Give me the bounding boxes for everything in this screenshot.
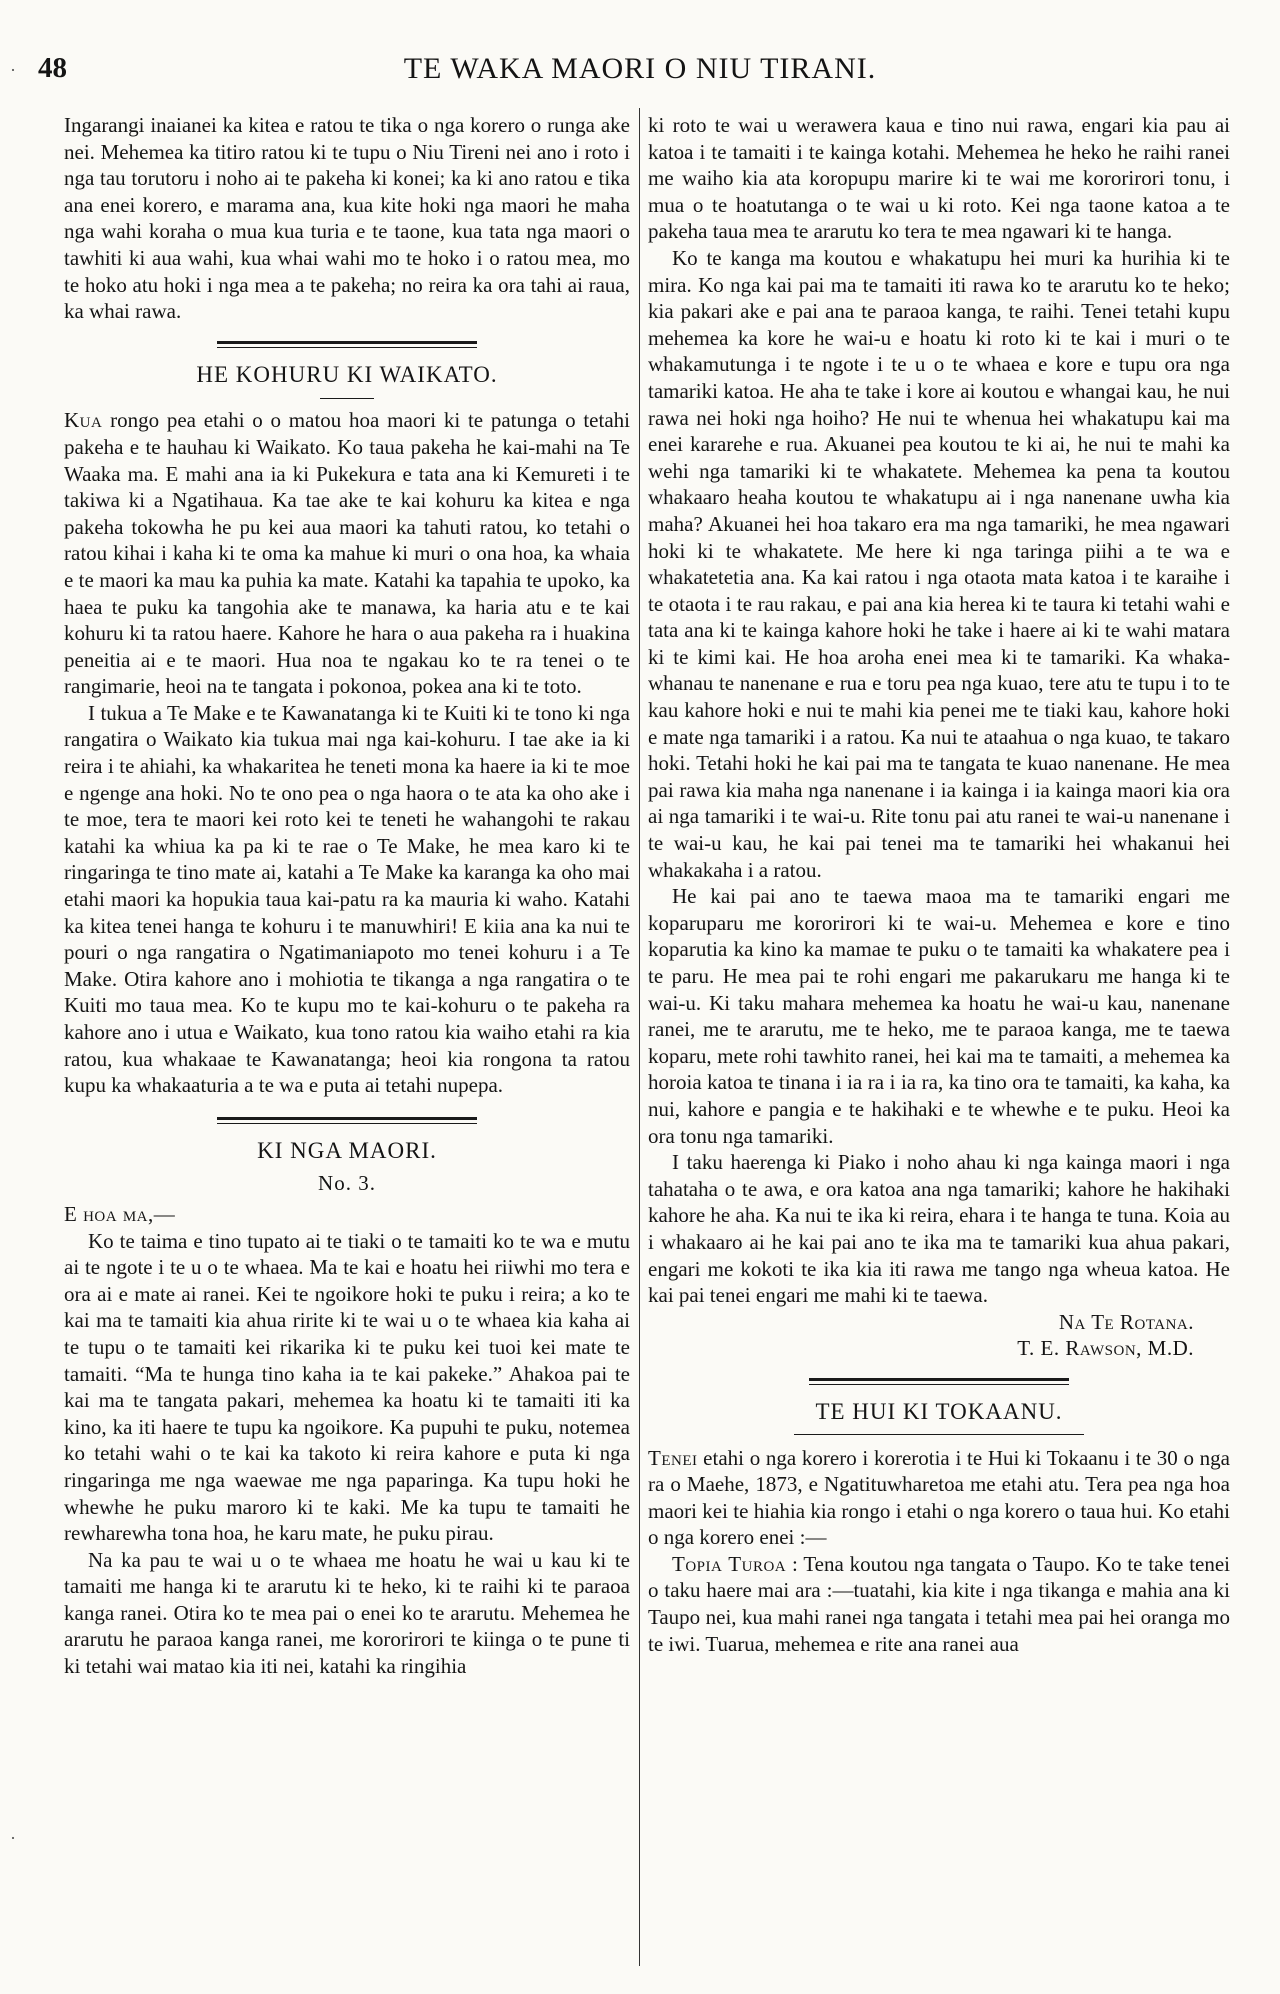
salutation: E hoa ma,— [64,1201,176,1226]
heading-waikato: HE KOHURU KI WAIKATO. [196,361,498,387]
signature-name: Na Te Rotana. [1058,1309,1194,1334]
waikato-paragraph-2: I tukua a Te Make e te Kawanatanga ki te Kuiti ki te tono ki nga rangatira o Waikato kia tukua mai nga kai-kohuru. I tae ake ia ki reira i te ahiahi, ka whakaritea he teneti mona ka haere ia ki te moe e ngenge ana hoki. No te ono pea o nga haora o te ata ka oho ake i te moe, tera te maori kei roto kei te teneti he wahangohi te rakau katahi ka whiua ka pa ki te rae o Te Make, he mea karo ki te ringaringa te tino mate ai, katahi a Te Make ka karanga ka oho mai etahi maori ka hopukia taua kai-patu ra ka mauria ki waho. Katahi ka kitea tenei hanga te kohuru i te manuwhiri! E kiia ana ka nui te pouri o nga rangatira o Ngatimaniapoto mo tenei kohuru i a Te Make. Otira kahore ano i mohiotia te tikanga a nga rangatira o te Kuiti mo taua mea. Ko te kupu mo te kai-kohuru o te pakeha ra kahore ano i utua e Waikato, kua tono ratou kia waiho etahi ra kia ratou, kua whakaae te Kawanatanga; heoi kia rongona ta ratou kupu ka whakaaturia a te wa e puta ai tetahi nupepa. [64,700,630,1098]
section-divider [217,341,477,348]
right-paragraph-3: He kai pai ano te taewa maoa ma te tamariki engari me koparuparu me kororirori ki te wai-u. Mehemea e kore e tino koparutia ka kino ka mamae te puku o te tamaiti ka whakatere pea i te paru. He mea pai te rohi engari me pakarukaru me hanga ki te wai-u. Ki taku mahara mehemea ka hoatu he wai-u kau, nanenane ranei, me te ararutu, me te heko, me te paraoa kanga, me te taewa koparu, mete rohi tawhito ranei, hei kai ma te tamaiti, a mehemea ka horoia katoa te tinana i ia ra i ia ra, ka tino ora te tamaiti, ka kaha, ka nui, kahore e pangia e te hakihaki e te whewhe e te puku. Heoi ka ora tonu nga tamariki. [648,884,1230,1148]
heading-ki-nga-maori: KI NGA MAORI. [257,1137,437,1163]
intro-paragraph: Ingarangi inaianei ka kitea e ratou te tika o nga korero o runga ake nei. Mehemea ka titiro ratou ki te tupu o Niu Tireni nei ano i roto i nga tau torutoru i noho ai te pakeha ki konei; ka ki ano ratou e tika ana enei korero, e marama ana, kua kite hoki nga maori he maha nga wahi koraha o mua kua turia e te taone, kua tata nga maori o tawhiti ki aua wahi, kua whai wahi mo te hoko i o ratou mea, mo te hoko atu hoki i nga mea a te pakeha; no reira ka ora tahi ai raua, ka whai rawa. [64,113,630,324]
page-number: 48 [38,52,67,84]
maori-paragraph-1: Ko te taima e tino tupato ai te tiaki o te tamaiti ko te wa e mutu ai te ngote i te u o te whaea. Ma te kai e hoatu hei riiwhi mo tera e ora ai e mate ai ranei. Kei te ngoikore hoki te puku i reira; a ko te kai ma te tamaiti kia ahua ririte ki te wai u o te whaea kia kaha ai te tupu o te tamaiti kei rikarika ki te puku kei tuoi kei mate te tamaiti. “Ma te hunga tino kaha ia te kai pakeke.” Ahakoa pai te kai ma te tangata pakari, mehemea ka hoatu ki te tamaiti iti ka kino, ka iti haere te tupu ka ngoikore. Ka pupuhi te puku, notemea ko tetahi wahi o te kai ka takoto ki reira kahore e puta ki nga ringaringa me nga waewae me nga paparinga. Ka tupu hoki he whewhe he puku maroro ki te kaki. Me ka tupu te tamaiti he rewharewha tona hoa, he karu mate, he puku pirau. [64,1228,630,1546]
right-paragraph-4: I taku haerenga ki Piako i noho ahau ki nga kainga maori i nga tahataha o te awa, e ora katoa ana nga tamariki; kahore he hakihaki kahore he aha. Ka nui te ika ki reira, ehara i te hanga te tuna. Koia au i whakaaro ai he kai pai ano te ika ma te tamariki kua ahua pakari, engari me kokoti te ika kia iti rawa me tango nga wheua katoa. He kai pai tenei engari me mahi ki te taewa. [648,1150,1230,1308]
subheading-number: No. 3. [318,1171,376,1196]
section-divider [809,1378,1069,1385]
margin-dot: · [10,1828,16,1848]
speaker-name: Topia Turoa [672,1551,787,1576]
waikato-paragraph-1: Kua rongo pea etahi o o matou hoa maori ki te patunga o tetahi pakeha e te hauhau ki Waikato. Ko taua pakeha he kai-mahi na Te Waaka ma. E mahi ana ia ki Pukekura e tata ana ki Kemureti i te takiwa ki a Ngatihaua. Ka tae ake te kai kohuru ka kitea e nga pakeha tokowha he pu kei aua maori ka tahuti ratou, ko tetahi o ratou kihai i kaha ki te oma ka mahue ki muri o ona hoa, ka whaia e te maori ka mau ka puhia ka mate. Katahi ka tapahia te upoko, ka haea te puku ka tangohia ake te manawa, ka haria atu e te kai kohuru ki ta ratou haere. Kahore he hara o aua pakeha ra i huakina peneitia ai e te maori. Hua noa te ngakau ko te ra tenei o te rangimarie, heoi na te tangata i pokonoa, pokea ana ki te toto. [64,408,630,699]
right-paragraph-2: Ko te kanga ma koutou e whakatupu hei muri ka hurihia ki te mira. Ko nga kai pai ma te tamaiti iti rawa ko te ararutu ko te heko; kia pakari ake e pai ana te paraoa kanga, te raihi. Tenei tetahi kupu mehemea ka kore he wai-u e hoatu ki roto ki te kai i muri o te whakamutunga i te ngote i te u o te whaea e kore e tupu ora nga tamariki katoa. He aha te take i kore ai koutou e whangai kau, he nui rawa nei hoki nga hoiho? He nui te whenua hei whakatupu kai ma enei kararehe e rua. Akuanei pea koutou te ki ai, he nui te mahi ka wehi nga tamariki ki te whakatete. Mehemea ka pena ta koutou whakaaro heaha koutou te whakatupu ai i nga nanenane uwha kia maha? Akuanei hei hoa takaro era ma nga tamariki, he mea ngawari hoki ki te whakatete. Me here ki nga taringa piihi a te wa e whakatetetia ana. Ka kai ratou i nga otaota mata katoa i te karaihe i te otaota i te rau rakau, e pai ana kia herea ki te taura ki tetahi wahi e tata ana ki te kainga kahore hoki he take i haere ai ki te wahi matara ki te kimi kai. He hoa aroha enei mea ki te tamariki. Ka whaka-whanau te nanenane e rua e toru pea nga kuao, tere atu te tupu i to te kau kahore hoki e nui te mahi kia penei me te tiaki kau, kahore hoki e mate nga tamariki i a ratou. Ka nui te ataahua o nga kuao, te takaro hoki. Tetahi hoki he kai pai ma te tangata te kuao nanenane. He mea pai rawa kia maha nga nanenane i ia kainga i ia kainga maori kia ora ai nga tamariki i te wai-u. Rite tonu pai atu ranei te wai-u nanenane i te wai-u kau, he kai pai tenei ma te tamariki hei whakanui hei whakakaha i a ratou. [648,245,1230,882]
continued-paragraph: ki roto te wai u werawera kaua e tino nui rawa, engari kia pau ai katoa i te tamaiti i te kainga kotahi. Mehemea he heko he raihi ranei me waiho kia ata koropupu marire ki te wai me kororirori tonu, i mua o te hoatutanga o te wai u ki roto. Kei nga taone katoa a te pakeha taua mea te ararutu ko tera te mea ngawari ki te hanga. [648,113,1230,244]
column-divider [639,108,640,1966]
running-title: TE WAKA MAORI O NIU TIRANI. [403,52,877,85]
hui-paragraph-2: Topia Turoa : Tena koutou nga tangata o Taupo. Ko te take tenei o taku haere mai ara :—tuatahi, kia kite i nga tikanga e mahia ana ki Taupo nei, kua mahi ranei nga tangata i tetahi mea pai hei oranga mo te iwi. Tuarua, mehemea e rite ana ranei aua [648,1551,1230,1656]
right-column [648,112,1230,1657]
heading-hui-tokaanu: TE HUI KI TOKAANU. [815,1398,1063,1424]
hui-paragraph-1: Tenei etahi o nga korero i korerotia i te Hui ki Tokaanu i te 30 o nga ra o Maehe, 1873, e Ngatituwharetoa me etahi atu. Tera pea nga hoa maori kei te hiahia kia rongo i etahi o nga korero o taua hui. Ko etahi o nga korero enei :— [648,1445,1230,1550]
maori-paragraph-2: Na ka pau te wai u o te whaea me hoatu he wai u kau ki te tamaiti me hanga ki te ararutu ki te heko, ki te raihi ki te paraoa kanga ranei. Otira ko te mea pai o enei ko te ararutu. Mehemea he ararutu he paraoa kanga ranei, me kororirori te kiinga o te pune ti ki tetahi wai matao kia iti nei, katahi ka ringihia [64,1547,630,1679]
signature-author: T. E. Rawson, M.D. [1017,1336,1194,1361]
lead-word: Tenei [648,1445,698,1470]
page-header [38,52,1242,92]
margin-dot: · [10,60,16,80]
section-divider [217,1117,477,1124]
left-column [64,112,630,1680]
lead-word: Kua [64,408,103,433]
